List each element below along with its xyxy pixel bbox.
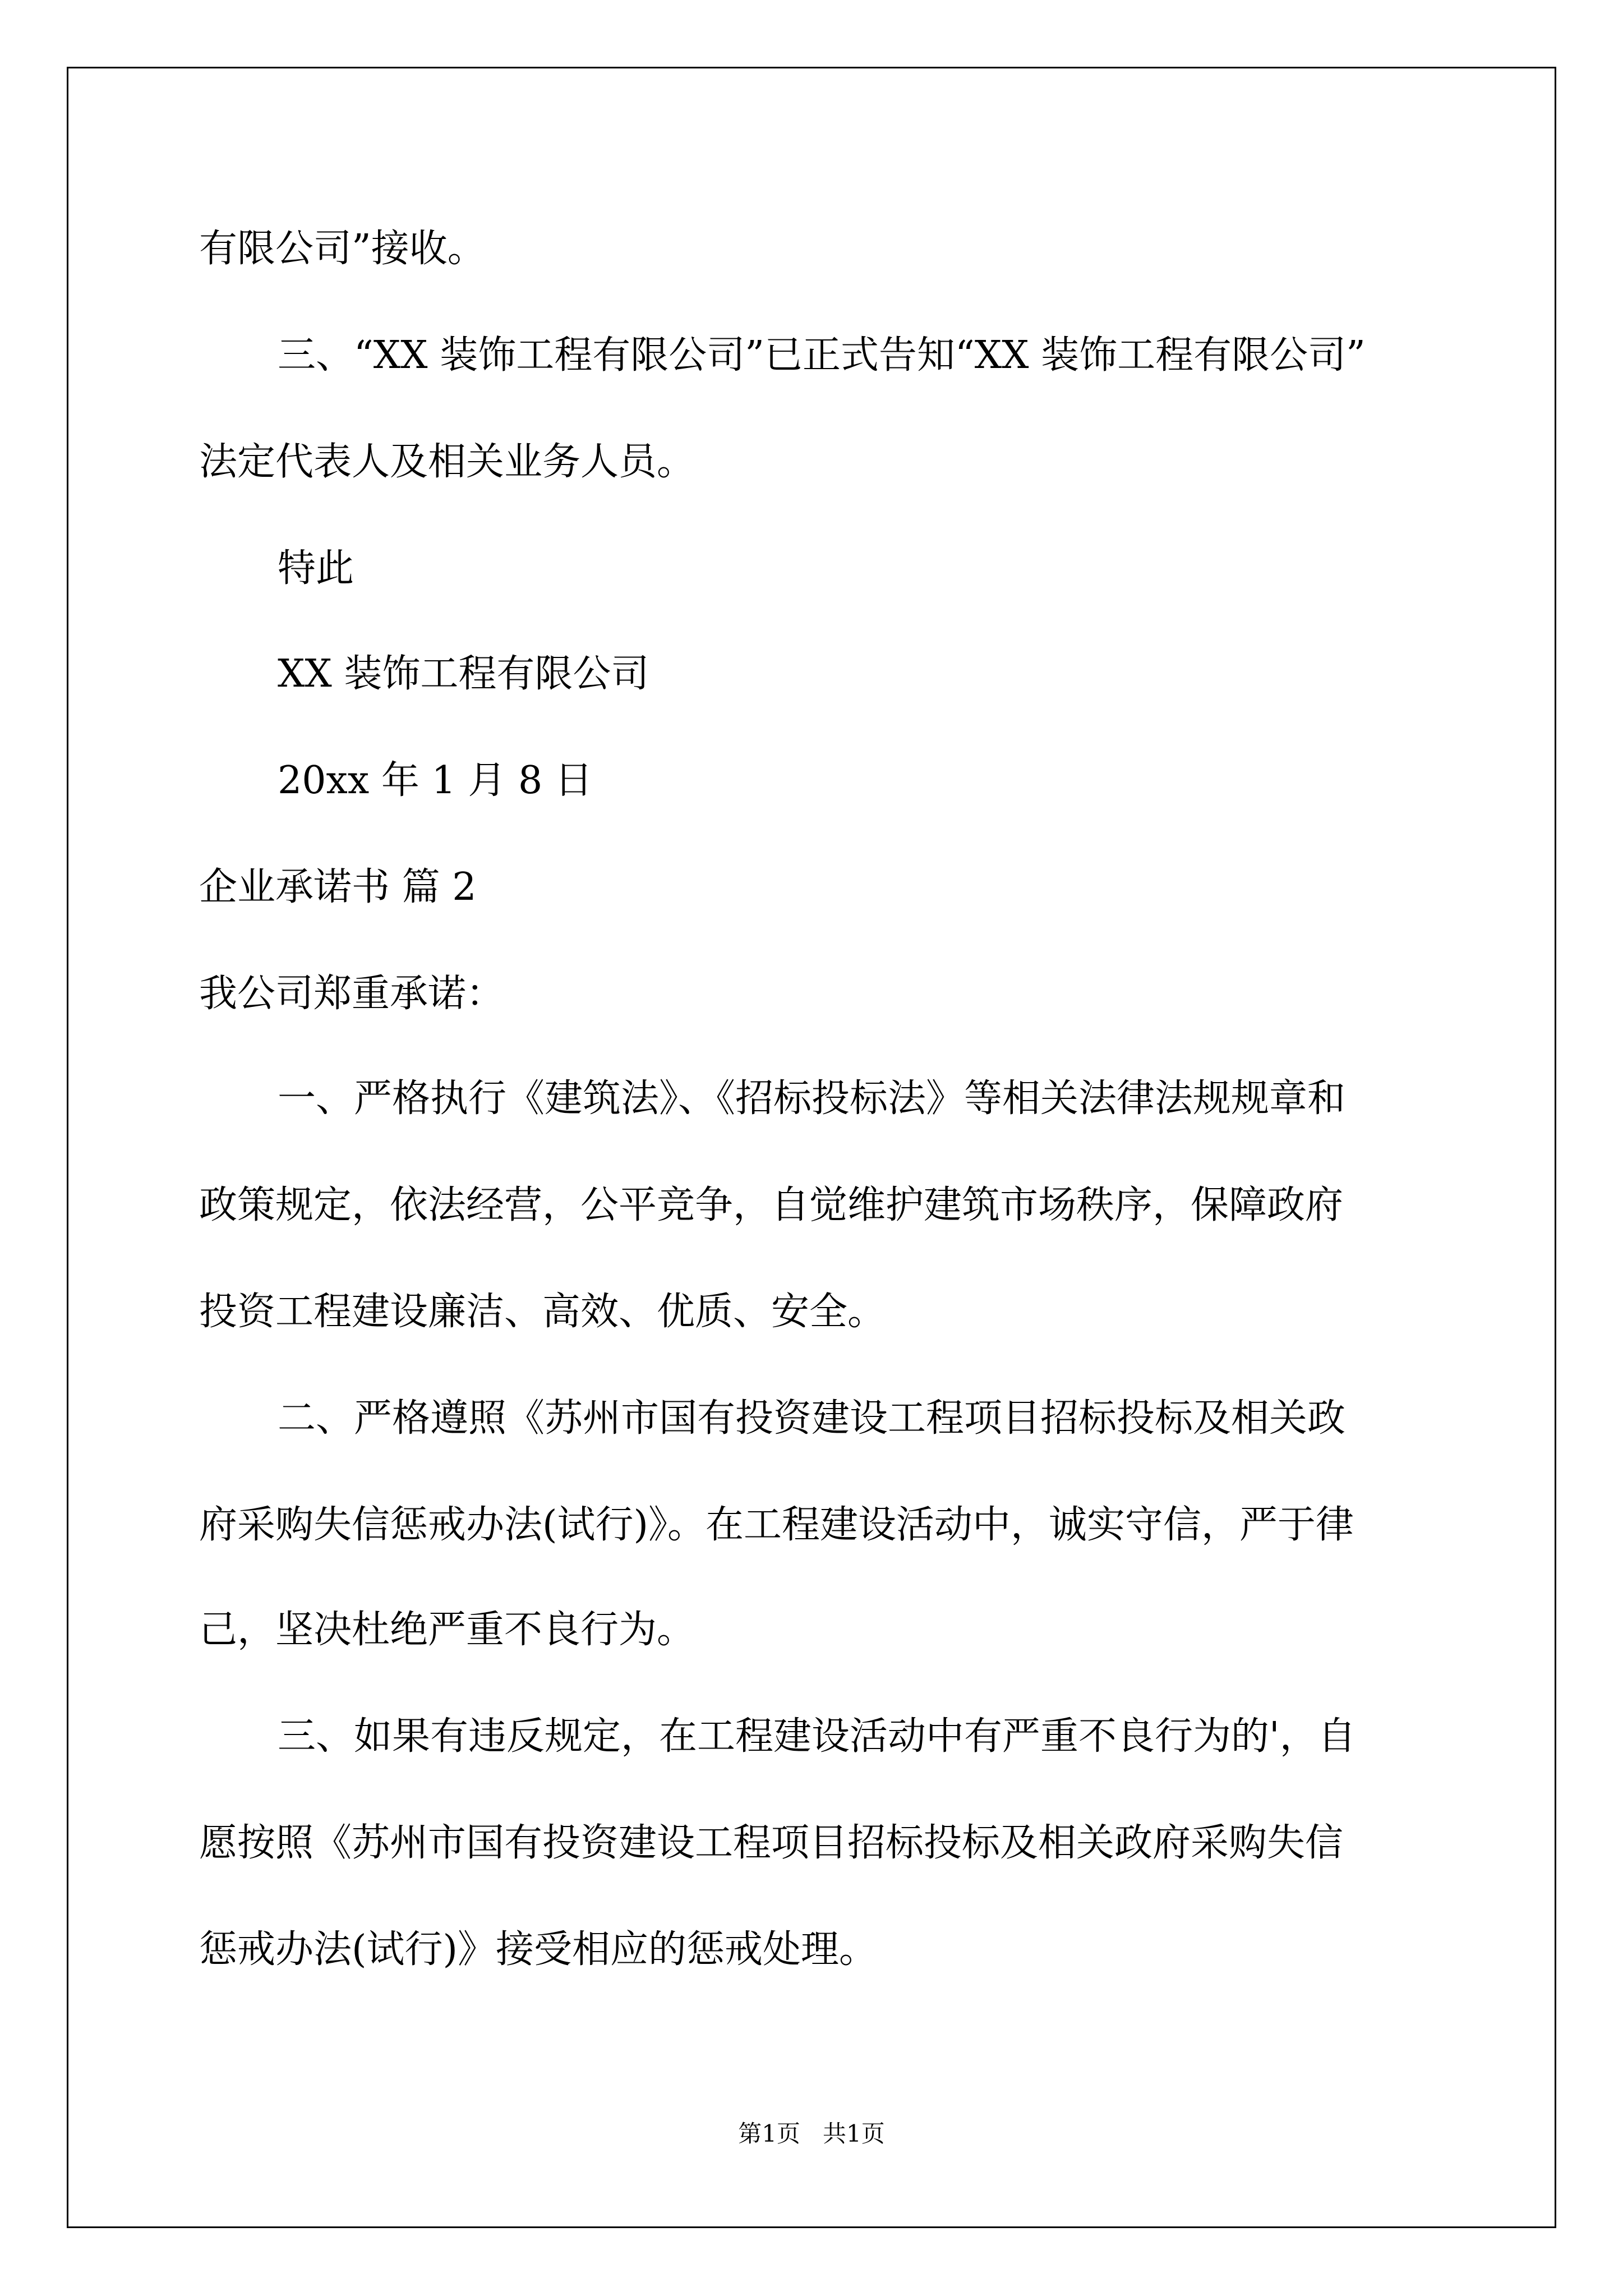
section-title: 企业承诺书 篇 2 <box>199 865 477 909</box>
paragraph-line: 惩戒办法(试行)》接受相应的惩戒处理。 <box>199 1927 878 1972</box>
paragraph-line: 我公司郑重承诺： <box>199 972 505 1016</box>
paragraph-line: 有限公司”接收。 <box>199 227 486 271</box>
paragraph-line: 愿按照《苏州市国有投资建设工程项目招标投标及相关政府采购失信 <box>199 1821 1344 1865</box>
page-footer <box>0 2122 1623 2146</box>
page-count: 共1页 <box>823 2120 885 2147</box>
paragraph-line: 府采购失信惩戒办法(试行)》。在工程建设活动中，诚实守信，严于律 <box>199 1503 1354 1547</box>
paragraph-line: 法定代表人及相关业务人员。 <box>199 440 695 484</box>
page-number: 第1页 <box>738 2120 800 2147</box>
paragraph-line: 己，坚决杜绝严重不良行为。 <box>199 1608 695 1652</box>
signature-company: XX 装饰工程有限公司 <box>278 652 649 696</box>
paragraph-line: 三、如果有违反规定，在工程建设活动中有严重不良行为的'，自 <box>278 1714 1356 1759</box>
closing-phrase: 特此 <box>278 546 354 591</box>
paragraph-line: 一、严格执行《建筑法》、《招标投标法》等相关法律法规规章和 <box>278 1076 1346 1121</box>
paragraph-line: 二、严格遵照《苏州市国有投资建设工程项目招标投标及相关政 <box>278 1396 1346 1441</box>
page-border <box>67 67 1556 2228</box>
signature-date: 20xx 年 1 月 8 日 <box>278 758 593 803</box>
paragraph-line: 三、“XX 装饰工程有限公司”已正式告知“XX 装饰工程有限公司” <box>278 333 1366 378</box>
paragraph-line: 投资工程建设廉洁、高效、优质、安全。 <box>199 1290 886 1334</box>
paragraph-line: 政策规定，依法经营，公平竞争，自觉维护建筑市场秩序，保障政府 <box>199 1183 1344 1227</box>
